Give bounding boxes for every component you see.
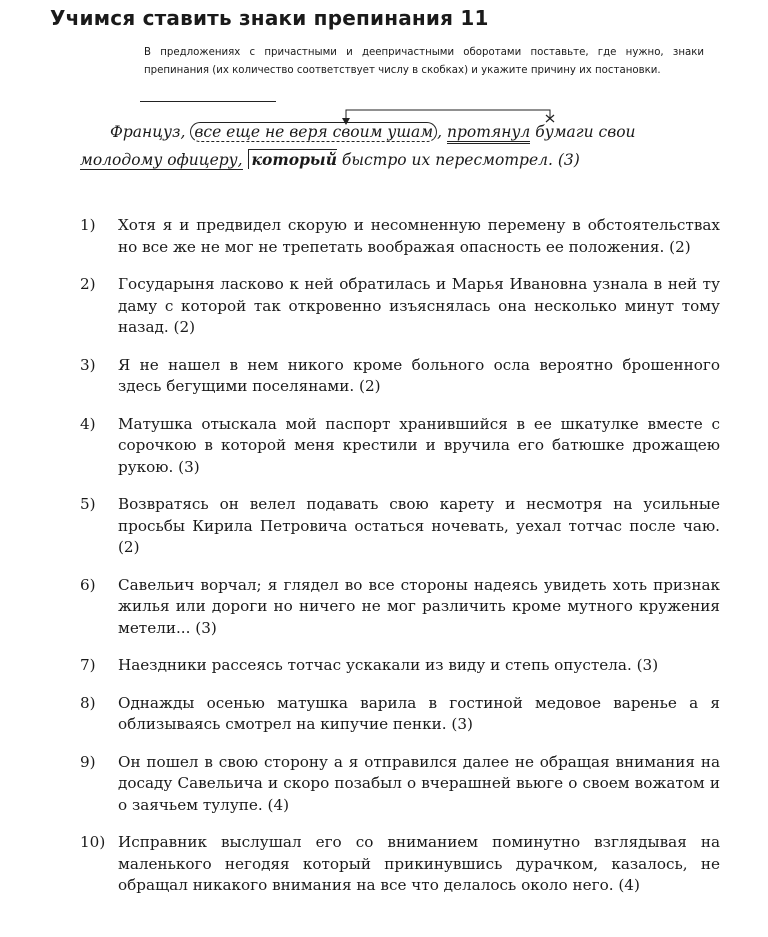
list-item <box>80 414 720 479</box>
example-object-underlined: молодому офицеру, <box>80 151 243 169</box>
example-word: Француз, <box>110 123 186 141</box>
item-number: 1) <box>80 216 96 234</box>
item-number: 4) <box>80 414 96 433</box>
example-rest: бумаги свои <box>530 123 636 141</box>
item-number: 6) <box>80 575 96 594</box>
item-text: Матушка отыскала мой паспорт хранившийся в ее шкатулке вместе с сорочкою в которой меня крестили и вручила его батюшке дрожащею рукою. (3) <box>118 414 720 476</box>
item-number: 3) <box>80 355 96 374</box>
predicate-underlined: протянул <box>447 123 530 144</box>
list-item <box>80 575 720 640</box>
item-number: 7) <box>80 656 96 674</box>
exercise-list <box>80 215 720 913</box>
item-text: Наездники рассеясь тотчас ускакали из виду и степь опустела. (3) <box>118 656 659 674</box>
item-text: Исправник выслушал его со вниманием поминутно взглядывая на маленького негодяя который прикинувшись дурачком, казалось, не обращал никакого внимания на все что делалось около него. (4) <box>118 833 720 894</box>
list-item <box>80 655 720 677</box>
item-text: Хотя я и предвидел скорую и несомненную перемену в обстоятельствах но все же не мог не трепетать воображая опасность ее положения. (2) <box>118 216 720 256</box>
item-number: 10) <box>80 833 106 851</box>
list-item <box>80 752 720 817</box>
item-number: 5) <box>80 495 96 513</box>
list-item <box>80 215 720 258</box>
participle-phrase-oval: все еще не веря своим ушам <box>190 122 437 142</box>
item-text: Я не нашел в нем никого кроме больного осла вероятно брошенного здесь бегущими поселянами. (2) <box>118 355 720 395</box>
relative-pronoun-boxed: который <box>248 149 337 169</box>
list-item <box>80 832 720 897</box>
item-text: Государыня ласково к ней обратилась и Марья Ивановна узнала в ней ту даму с которой так откровенно изъяснялась она несколько минут тому назад. (2) <box>118 275 720 336</box>
item-number: 8) <box>80 693 96 712</box>
list-item <box>80 355 720 398</box>
item-number: 2) <box>80 275 96 293</box>
page-title: Учимся ставить знаки препинания 11 <box>50 6 489 30</box>
list-item <box>80 274 720 339</box>
item-text: Он пошел в свою сторону а я отправился далее не обращая внимания на досаду Савельича и скоро позабыл о вчерашней вьюге о своем вожатом и о заячьем тулупе. (4) <box>118 752 720 814</box>
item-text: Возвратясь он велел подавать свою карету и несмотря на усильные просьбы Кирила Петровича остаться ночевать, уехал тотчас после чаю. (2) <box>118 495 720 556</box>
task-instruction: В предложениях с причастными и деепричастными оборотами поставьте, где нужно, знаки препинания (их количество соответствует числу в скобках) и укажите причину их постановки. <box>144 47 704 76</box>
example-comma: , <box>437 123 443 141</box>
example-rest-2: быстро их пересмотрел. (3) <box>336 151 580 169</box>
list-item <box>80 494 720 559</box>
example-sentence <box>80 118 720 174</box>
instruction-divider <box>140 101 276 102</box>
item-number: 9) <box>80 752 96 771</box>
item-text: Савельич ворчал; я глядел во все стороны надеясь увидеть хоть признак жилья или дороги но ничего не мог различить кроме мутного кружения метели... (3) <box>118 575 720 637</box>
item-text: Однажды осенью матушка варила в гостиной медовое варенье а я облизываясь смотрел на кипучие пенки. (3) <box>118 693 720 733</box>
list-item <box>80 693 720 736</box>
